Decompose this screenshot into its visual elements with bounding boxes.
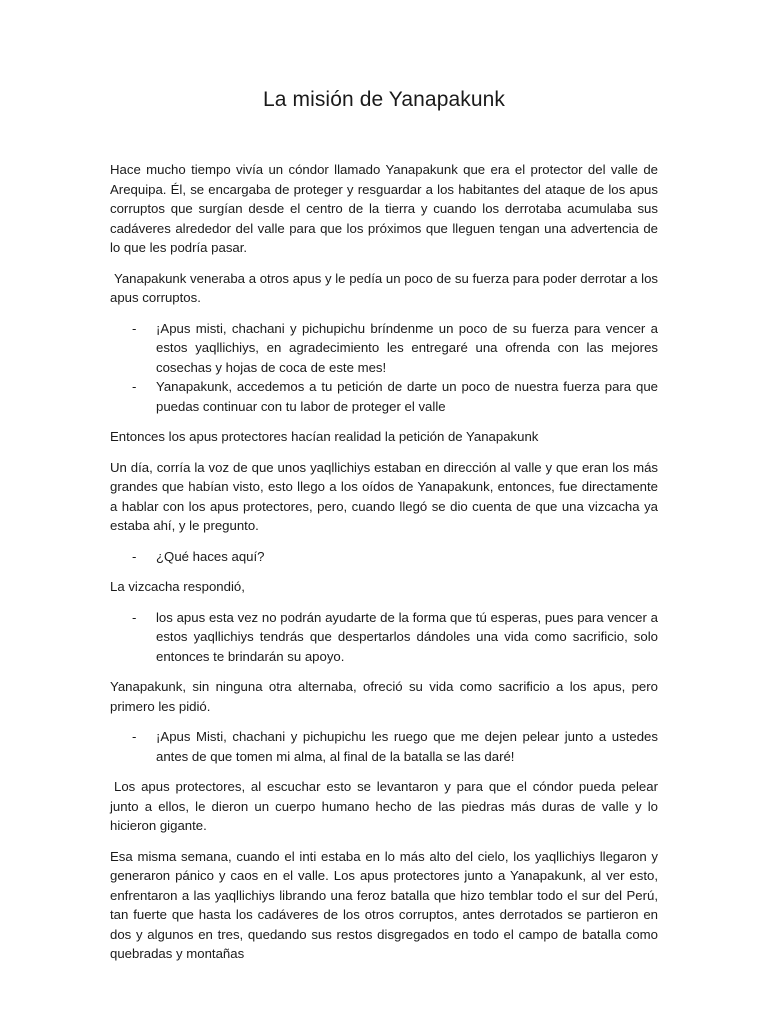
dialogue-list — [110, 608, 658, 667]
dialogue-item: - ¿Qué haces aquí? — [110, 547, 658, 567]
dialogue-list — [110, 547, 658, 567]
paragraph: Un día, corría la voz de que unos yaqllichiys estaban en dirección al valle y que eran los más grandes que habían visto, esto llego a los oídos de Yanapakunk, entonces, fue directamente a hablar con los apus protectores, pero, cuando llegó se dio cuenta de que una vizcacha ya estaba ahí, y le pregunto. — [110, 459, 658, 533]
paragraph: Yanapakunk, sin ninguna otra alternaba, ofreció su vida como sacrificio a los apus, pero primero les pidió. — [110, 679, 658, 714]
document-title: La misión de Yanapakunk — [262, 88, 506, 111]
document-body — [110, 160, 658, 964]
dialogue-item: - Yanapakunk, accedemos a tu petición de darte un poco de nuestra fuerza para que puedas continuar con tu labor de proteger el valle — [110, 377, 658, 416]
paragraph: Hace mucho tiempo vivía un cóndor llamado Yanapakunk que era el protector del valle de Arequipa. Él, se encargaba de proteger y resguardar a los habitantes del ataque de los apus corruptos que surgían desde el centro de la tierra y cuando los derrotaba acumulaba sus cadáveres alrededor del valle para que los próximos que lleguen tengan una advertencia de lo que les podría pasar. — [110, 162, 658, 255]
paragraph: Los apus protectores, al escuchar esto se levantaron y para que el cóndor pueda pelear junto a ellos, le dieron un cuerpo humano hecho de las piedras más duras de valle y lo hicieron gigante. — [110, 779, 658, 833]
paragraph: Esa misma semana, cuando el inti estaba en lo más alto del cielo, los yaqllichiys llegaron y generaron pánico y caos en el valle. Los apus protectores junto a Yanapakunk, al ver esto, enfrentaron a las yaqllichiys librando una feroz batalla que hizo temblar todo el sur del Perú, tan fuerte que hasta los cadáveres de los otros corruptos, antes derrotados se partieron en dos y algunos en tres, quedando sus restos disgregados en todo el campo de batalla como quebradas y montañas — [110, 848, 658, 961]
paragraph: Yanapakunk veneraba a otros apus y le pedía un poco de su fuerza para poder derrotar a los apus corruptos. — [110, 270, 658, 305]
dialogue-item: - ¡Apus misti, chachani y pichupichu bríndenme un poco de su fuerza para vencer a estos yaqllichiys, en agradecimiento les entregaré una ofrenda con las mejores cosechas y hojas de coca de este mes! — [110, 319, 658, 378]
dialogue-list — [110, 727, 658, 766]
paragraph: La vizcacha respondió, — [110, 579, 245, 594]
paragraph: Entonces los apus protectores hacían realidad la petición de Yanapakunk — [110, 429, 539, 444]
dialogue-item: - ¡Apus Misti, chachani y pichupichu les ruego que me dejen pelear junto a ustedes antes de que tomen mi alma, al final de la batalla se las daré! — [110, 727, 658, 766]
dialogue-list — [110, 319, 658, 417]
dialogue-item: - los apus esta vez no podrán ayudarte de la forma que tú esperas, pues para vencer a estos yaqllichiys tendrás que despertarlos dándoles una vida como sacrificio, solo entonces te brindarán su apoyo. — [110, 608, 658, 667]
